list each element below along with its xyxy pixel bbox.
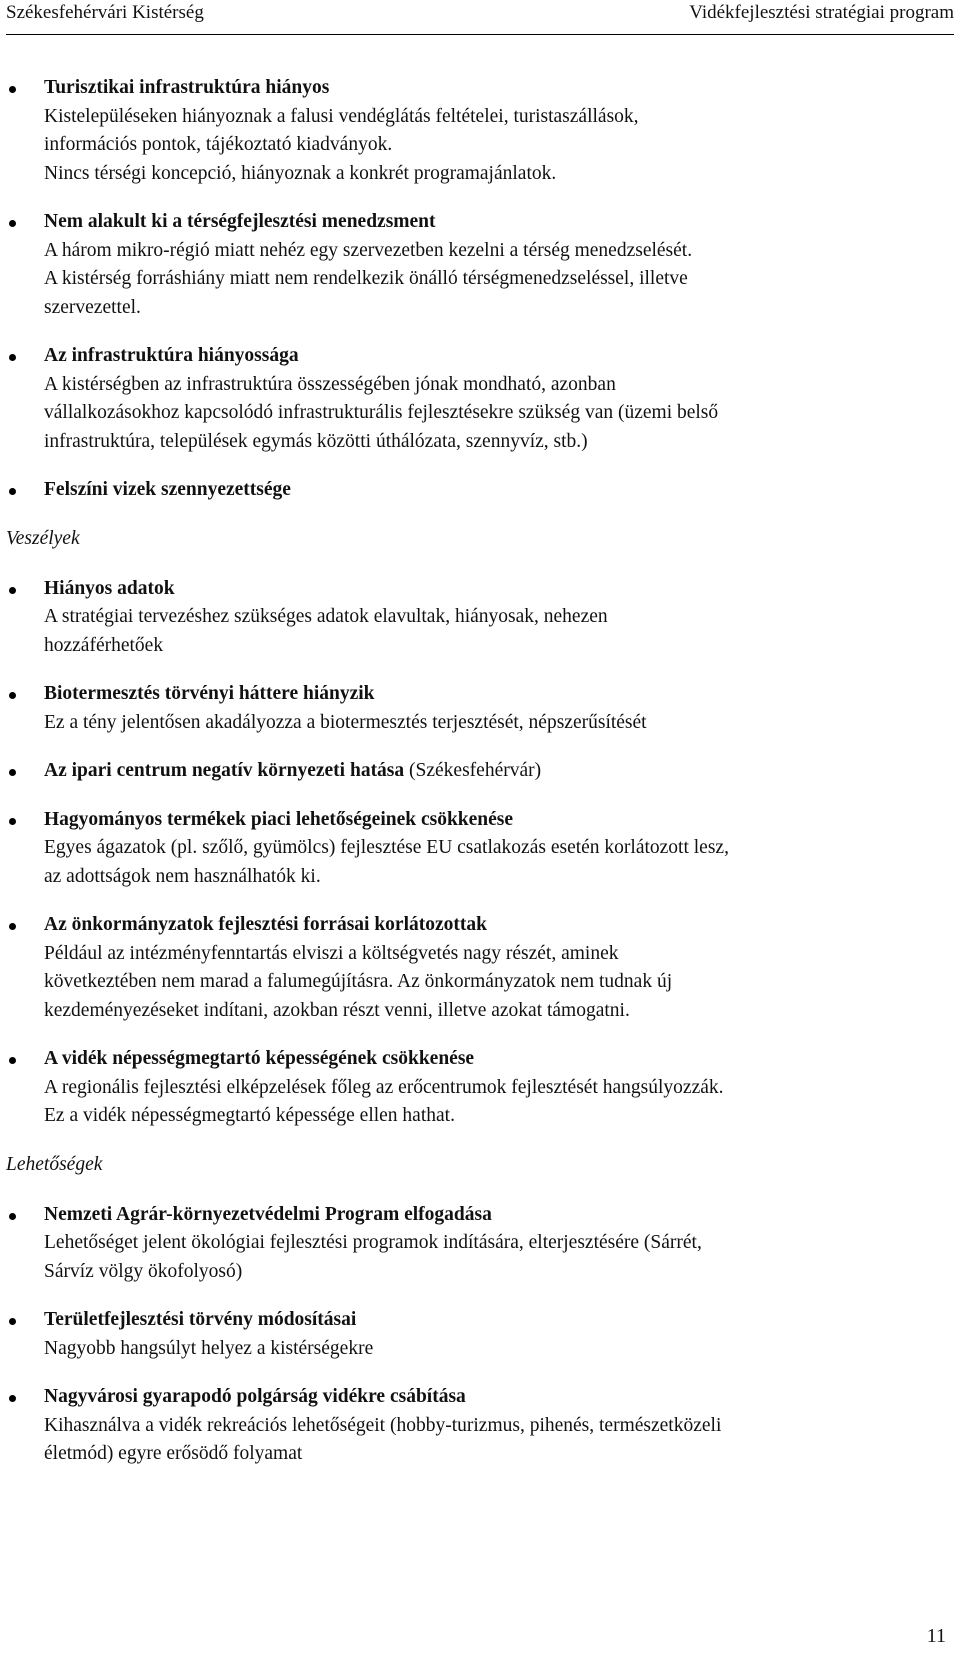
item-title: Turisztikai infrastruktúra hiányos xyxy=(44,77,330,98)
list-item xyxy=(6,74,946,188)
bullet-icon xyxy=(9,354,16,361)
list-item xyxy=(6,680,946,737)
list-item xyxy=(6,208,946,322)
item-body: A kistérségben az infrastruktúra összességében jónak mondható, azonban vállalkozásokhoz kapcsolódó infrastrukturális fejlesztésekre szükség van (üzemi belső infrastruktúra, települések egymás közötti úthálózata, szennyvíz, stb.) xyxy=(44,373,719,452)
item-body: Egyes ágazatok (pl. szőlő, gyümölcs) fejlesztése EU csatlakozás esetén korlátozott lesz, az adottságok nem használhatók ki. xyxy=(44,837,729,887)
bullet-icon xyxy=(9,769,16,776)
bullet-icon xyxy=(9,1213,16,1220)
page-header xyxy=(6,0,954,35)
item-body: Nagyobb hangsúlyt helyez a kistérségekre xyxy=(44,1337,374,1359)
item-body: A stratégiai tervezéshez szükséges adatok elavultak, hiányosak, nehezen hozzáférhetőek xyxy=(44,606,608,656)
bullet-icon xyxy=(9,488,16,495)
item-body: Ez a tény jelentősen akadályozza a biotermesztés terjesztését, népszerűsítését xyxy=(44,711,647,733)
bullet-icon xyxy=(9,220,16,227)
header-document-title: Vidékfejlesztési stratégiai program xyxy=(689,2,954,23)
header-region-title: Székesfehérvári Kistérség xyxy=(6,2,204,23)
item-body: Kistelepüléseken hiányoznak a falusi vendéglátás feltételei, turistaszállások, információs pontok, tájékoztató kiadványok. Nincs térségi koncepció, hiányoznak a konkrét programajánlatok. xyxy=(44,105,639,184)
item-body: Például az intézményfenntartás elviszi a költségvetés nagy részét, aminek következtében nem marad a falumegújításra. Az önkormányzatok nem tudnak új kezdeményezéseket indítani, azokban részt venni, illetve azokat támogatni. xyxy=(44,942,673,1021)
weaknesses-list xyxy=(6,74,946,505)
document-body xyxy=(6,74,946,1489)
item-body: A regionális fejlesztési elképzelések főleg az erőcentrumok fejlesztését hangsúlyozzák. Ez a vidék népességmegtartó képessége ellen hathat. xyxy=(44,1076,724,1126)
list-item xyxy=(6,1383,946,1469)
item-title: Nagyvárosi gyarapodó polgárság vidékre csábítása xyxy=(44,1386,466,1407)
item-title: A vidék népességmegtartó képességének csökkenése xyxy=(44,1048,475,1069)
threats-heading: Veszélyek xyxy=(6,527,80,549)
list-item xyxy=(6,1201,946,1287)
list-item xyxy=(6,806,946,892)
bullet-icon xyxy=(9,1395,16,1402)
item-body: A három mikro-régió miatt nehéz egy szervezetben kezelni a térség menedzselését. A kistérség forráshiány miatt nem rendelkezik önálló térségmenedzseléssel, illetve szervezettel. xyxy=(44,239,693,318)
item-title: Az önkormányzatok fejlesztési forrásai korlátozottak xyxy=(44,914,487,935)
bullet-icon xyxy=(9,923,16,930)
bullet-icon xyxy=(9,692,16,699)
item-title: Területfejlesztési törvény módosításai xyxy=(44,1309,357,1330)
item-title: Az ipari centrum negatív környezeti hatása xyxy=(44,760,405,781)
list-item xyxy=(6,911,946,1025)
list-item xyxy=(6,1045,946,1131)
list-item xyxy=(6,757,946,786)
list-item xyxy=(6,476,946,505)
list-item xyxy=(6,342,946,456)
list-item xyxy=(6,1306,946,1363)
opportunities-list xyxy=(6,1201,946,1469)
bullet-icon xyxy=(9,818,16,825)
page-number: 11 xyxy=(926,1625,946,1647)
bullet-icon xyxy=(9,86,16,93)
item-title: Nem alakult ki a térségfejlesztési menedzsment xyxy=(44,211,436,232)
item-title: Hagyományos termékek piaci lehetőségeinek csökkenése xyxy=(44,808,514,830)
opportunities-heading: Lehetőségek xyxy=(6,1153,103,1175)
list-item xyxy=(6,575,946,661)
item-title: Az infrastruktúra hiányossága xyxy=(44,345,299,366)
bullet-icon xyxy=(9,1057,16,1064)
bullet-icon xyxy=(9,587,16,594)
item-title-suffix: (Székesfehérvár) xyxy=(404,760,542,781)
item-title: Hiányos adatok xyxy=(44,577,175,599)
threats-list xyxy=(6,575,946,1131)
item-title: Biotermesztés törvényi háttere hiányzik xyxy=(44,683,375,704)
item-body: Lehetőséget jelent ökológiai fejlesztési programok indítására, elterjesztésére (Sárrét, Sárvíz völgy ökofolyosó) xyxy=(44,1232,702,1282)
item-title: Nemzeti Agrár-környezetvédelmi Program elfogadása xyxy=(44,1203,492,1225)
item-title: Felszíni vizek szennyezettsége xyxy=(44,479,291,500)
item-body: Kihasználva a vidék rekreációs lehetőségeit (hobby-turizmus, pihenés, természetközeli életmód) egyre erősödő folyamat xyxy=(44,1414,722,1464)
bullet-icon xyxy=(9,1318,16,1325)
